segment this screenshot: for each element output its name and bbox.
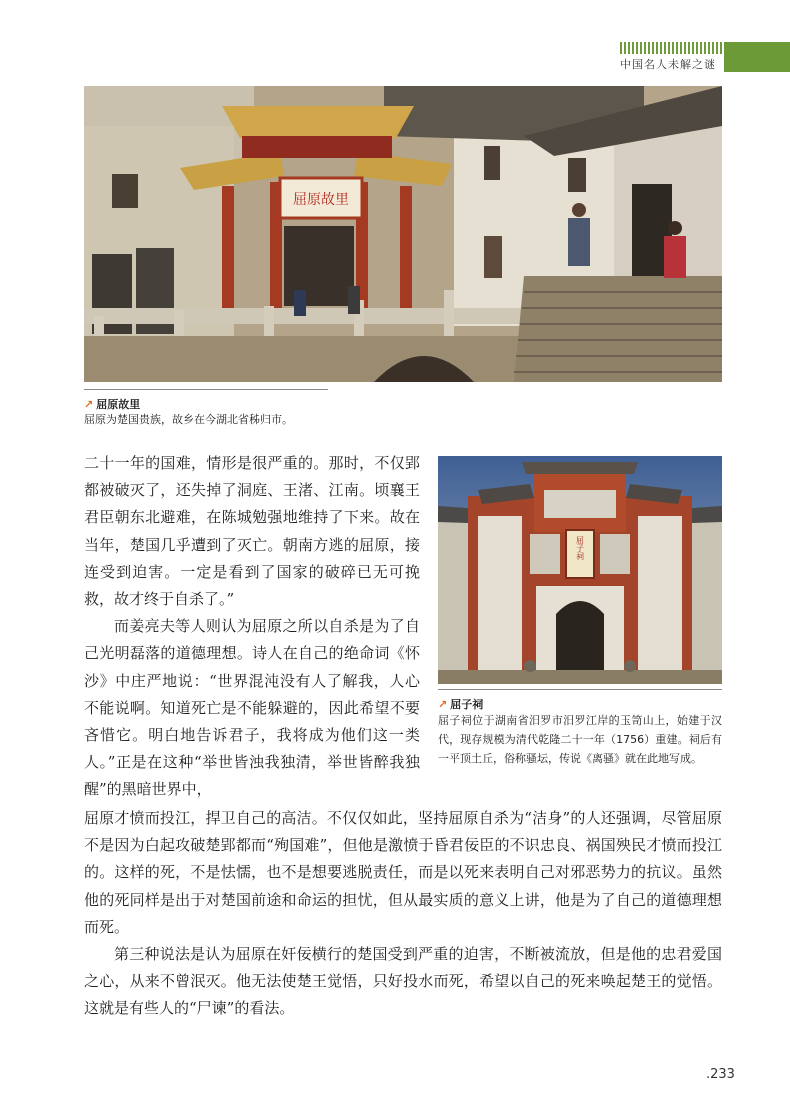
body-column-left xyxy=(84,450,420,804)
caption-text-right: 屈子祠位于湖南省汨罗市汨罗江岸的玉笥山上，始建于汉代，现存规模为清代乾隆二十一年（1756）重建。祠后有一平顶土丘，俗称骚坛，传说《离骚》就在此地写成。 xyxy=(438,714,722,765)
body-full-width xyxy=(84,805,722,1023)
arrow-up-right-icon: ↗ xyxy=(84,398,94,411)
header-color-block xyxy=(724,42,790,72)
caption-rule-right xyxy=(438,689,722,690)
paragraph-third-theory: 第三种说法是认为屈原在奸佞横行的楚国受到严重的迫害，不断被流放，但是他的忠君爱国之心，从来不曾泯灭。他无法使楚王觉悟，只好投水而死，希望以自己的死来唤起楚王的觉悟。这就是有些人的“尸谏”的看法。 xyxy=(84,945,722,1018)
caption-text-top: 屈原为楚国贵族，故乡在今湖北省秭归市。 xyxy=(84,413,293,426)
caption-title-text: 屈子祠 xyxy=(450,698,484,711)
photo-quzi-shrine xyxy=(438,456,722,684)
paragraph-continued: 二十一年的国难，情形是很严重的。那时，不仅郢都被破灭了，还失掉了洞庭、王渚、江南。顷襄王君臣朝东北避难，在陈城勉强地维持了下来。故在当年，楚国几乎遭到了灭亡。朝南方逃的屈原，接连受到迫害。一定是看到了国家的破碎已无可挽救，故才终于自杀了。” xyxy=(84,454,420,609)
book-title: 中国名人未解之谜 xyxy=(620,58,716,71)
photo-quyuan-hometown xyxy=(84,86,722,382)
gate-sign-text: 屈原故里 xyxy=(293,192,349,208)
shrine-plaque-text: 屈子祠 xyxy=(575,536,585,560)
caption-title-text: 屈原故里 xyxy=(96,398,141,411)
paragraph-full-continued: 屈原才愤而投江，捍卫自己的高洁。不仅仅如此，坚持屈原自杀为“洁身”的人还强调，尽管屈原不是因为白起攻破楚郢都而“殉国难”，但他是激愤于昏君佞臣的不识忠良、祸国殃民才愤而投江的。这样的死，不是怯懦，也不是想要逃脱责任，而是以死来表明自己对邪恶势力的抗议。虽然他的死同样是出于对楚国前途和命运的担忧，但从最实质的意义上讲，他是为了自己的道德理想而死。 xyxy=(84,809,722,936)
arrow-up-right-icon: ↗ xyxy=(438,698,448,711)
paragraph-jiang: 而姜亮夫等人则认为屈原之所以自杀是为了自己光明磊落的道德理想。诗人在自己的绝命词《怀沙》中庄严地说：“世界混沌没有人了解我，人心不能说啊。知道死亡是不能躲避的，因此希望不要吝惜它。明白地告诉君子，我将成为他们这一类人。”正是在这种“举世皆浊我独清，举世皆醉我独醒”的黑暗世界中， xyxy=(84,617,420,799)
caption-rule-top xyxy=(84,389,328,390)
header-stripe-decoration xyxy=(620,42,724,54)
caption-title-right xyxy=(438,696,483,712)
page-number: .233 xyxy=(706,1067,735,1082)
